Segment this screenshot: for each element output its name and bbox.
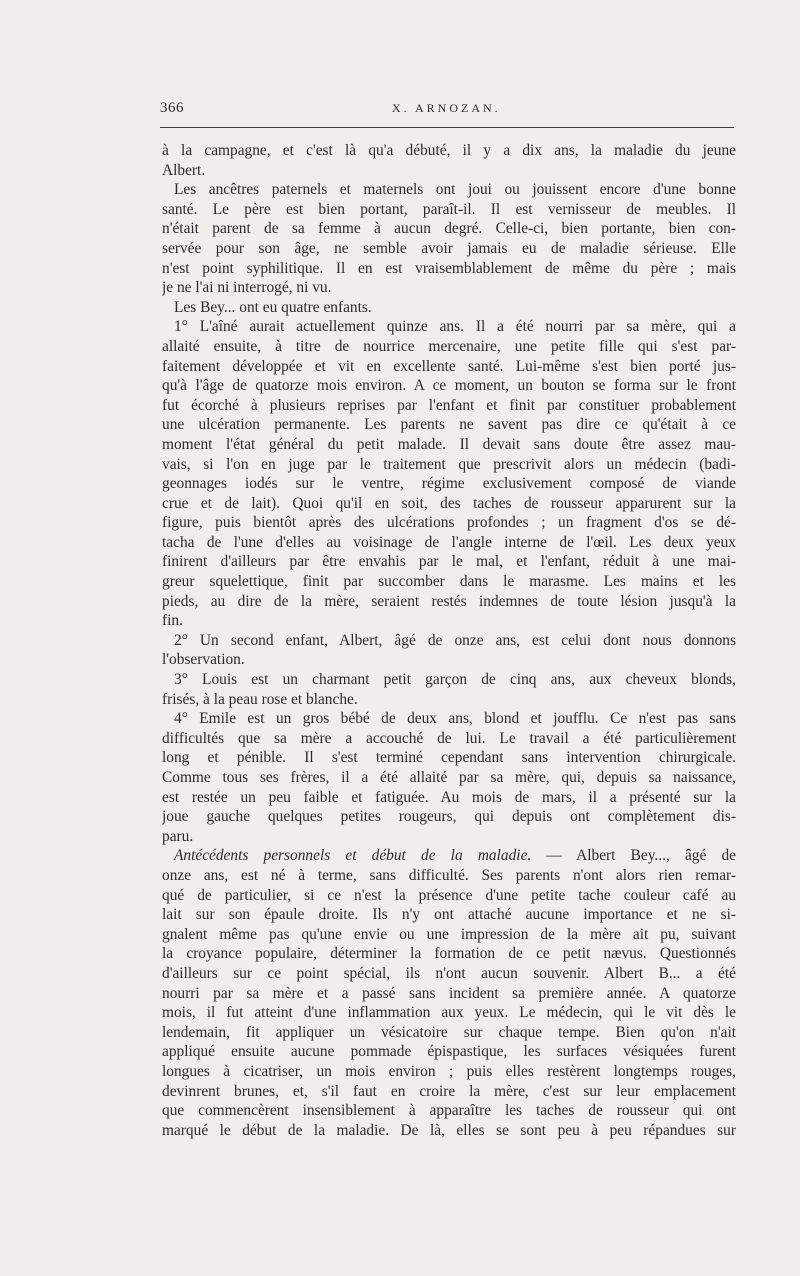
line-text: lait sur son épaule droite. Ils n'y ont attaché aucune importance et ne si- [162,906,736,924]
text-line [162,415,736,435]
text-line [162,846,736,866]
text-line [162,357,736,377]
line-text: geonnages iodés sur le ventre, régime exclusivement composé de viande [162,475,736,493]
line-text: n'est point syphilitique. Il en est vraisemblablement de même du père ; mais [162,259,736,277]
line-text: l'observation. [162,651,245,669]
text-line [162,435,736,455]
text-line [162,964,736,984]
text-line [162,1003,736,1023]
line-text: Les Bey... ont eu quatre enfants. [174,298,372,316]
text-line [162,748,736,768]
line-text: 4° Emile est un gros bébé de deux ans, blond et joufflu. Ce n'est pas sans [174,710,736,728]
text-line [162,905,736,925]
line-text: d'ailleurs sur ce point spécial, ils n'ont aucun souvenir. Albert B... a été [162,964,736,982]
text-line [162,944,736,964]
line-text: allaité ensuite, à titre de nourrice mercenaire, une petite fille qui s'est par- [162,337,736,355]
text-line [162,455,736,475]
line-text: pieds, au dire de la mère, seraient restés indemnes de toute lésion jusqu'à la [162,592,736,610]
line-text: long et pénible. Il s'est terminé cependant sans intervention chirurgicale. [162,749,736,767]
running-head: X. ARNOZAN. [392,101,501,115]
text-line [162,533,736,553]
line-text: fin. [162,612,183,630]
line-text: vais, si l'on en juge par le traitement que prescrivit alors un médecin (badi- [162,455,736,473]
text-line [162,984,736,1004]
line-text: Albert. [162,161,206,179]
text-line [162,1121,736,1141]
line-text: longues à cicatriser, un mois environ ; puis elles restèrent longtemps rouges, [162,1062,736,1080]
text-line [162,788,736,808]
line-text: devinrent brunes, et, s'il faut en croire la mère, c'est sur leur emplacement [162,1082,736,1100]
text-line [162,807,736,827]
text-line [162,709,736,729]
line-text: difficultés que sa mère a accouché de lui. Le travail a été particulièrement [162,729,736,747]
text-line [162,239,736,259]
line-text: n'était parent de sa femme à aucun degré. Celle-ci, bien portante, bien con- [162,220,736,238]
text-line [162,670,736,690]
line-text: fut écorché à plusieurs reprises par l'enfant et finit par constituer probablement [162,396,736,414]
line-text: 1° L'aîné aurait actuellement quinze ans. Il a été nourri par sa mère, qui a [174,318,736,336]
line-text: à la campagne, et c'est là qu'a débuté, il y a dix ans, la maladie du jeune [162,142,736,159]
line-text: Les ancêtres paternels et maternels ont joui ou jouissent encore d'une bonne [174,181,736,199]
text-line [162,611,736,631]
text-line [162,886,736,906]
text-line [162,650,736,670]
section-heading: Antécédents personnels et début de la maladie. [174,847,532,865]
line-text: moment l'état général du petit malade. Il devait sans doute être assez mau- [162,435,736,453]
text-line [162,278,736,298]
text-line [162,396,736,416]
page-header [160,100,734,122]
page-number: 366 [160,100,184,116]
line-text: frisés, à la peau rose et blanche. [162,690,358,708]
text-line [162,552,736,572]
text-line [162,572,736,592]
line-text: appliqué ensuite aucune pommade épispastique, les surfaces vésiquées furent [162,1043,736,1061]
line-text: paru. [162,827,194,845]
text-line [162,768,736,788]
text-line [162,1023,736,1043]
line-text: je ne l'ai ni interrogé, ni vu. [162,279,332,297]
line-text: figure, puis bientôt après des ulcérations profondes ; un fragment d'os se dé- [162,514,736,532]
text-line [162,298,736,318]
line-text: santé. Le père est bien portant, paraît-il. Il est vernisseur de meubles. Il [162,200,736,218]
line-text: crue et de lait). Quoi qu'il en soit, des taches de rousseur apparurent sur la [162,494,736,512]
line-text: tacha de l'une d'elles au voisinage de l'angle interne de l'œil. Les deux yeux [162,533,736,551]
line-text: nourri par sa mère et a passé sans incident sa première année. A quatorze [162,984,736,1002]
text-line [162,925,736,945]
line-text: lendemain, fit appliquer un vésicatoire sur chaque tempe. Bien qu'on n'ait [162,1023,736,1041]
text-line [162,690,736,710]
line-text: joue gauche quelques petites rougeurs, qui depuis ont complètement dis- [162,808,736,826]
text-line [162,219,736,239]
text-line [162,866,736,886]
line-text: qué de particulier, si ce n'est la présence d'une petite tache couleur café au [162,886,736,904]
line-text: que commencèrent insensiblement à apparaître les taches de rousseur qui ont [162,1102,736,1120]
line-text: mois, il fut atteint d'une inflammation aux yeux. Le médecin, qui le vit dès le [162,1004,736,1022]
text-line [162,1101,736,1121]
line-text: 3° Louis est un charmant petit garçon de cinq ans, aux cheveux blonds, [174,671,736,689]
text-line [162,180,736,200]
text-line [162,259,736,279]
text-line [162,729,736,749]
line-text: faitement développée et vit en excellente santé. Lui-même s'est bien porté jus- [162,357,736,375]
line-text: qu'à l'âge de quatorze mois environ. A ce moment, un bouton se forma sur le front [162,377,736,395]
line-text: Comme tous ses frères, il a été allaité par sa mère, qui, depuis sa naissance, [162,769,736,786]
body-text [162,141,736,1140]
text-line [162,337,736,357]
text-line [162,161,736,181]
text-line [162,474,736,494]
line-text: onze ans, est né à terme, sans difficulté. Ses parents n'ont alors rien remar- [162,866,736,884]
line-text: servée pour son âge, ne semble avoir jamais eu de maladie sérieuse. Elle [162,239,736,257]
text-line [162,592,736,612]
text-line [162,631,736,651]
text-line [162,376,736,396]
line-text: 2° Un second enfant, Albert, âgé de onze ans, est celui dont nous donnons [174,631,736,649]
text-line [162,317,736,337]
line-text: la croyance populaire, déterminer la formation de ce petit nævus. Questionnés [162,945,736,963]
text-line [162,200,736,220]
text-line [162,827,736,847]
header-rule [160,127,734,128]
line-text: finirent d'ailleurs par être envahis par le mal, et l'enfant, réduit à une mai- [162,553,736,571]
line-text: greur squelettique, finit par succomber dans le marasme. Les mains et les [162,573,736,591]
text-line [162,1082,736,1102]
text-line [162,1062,736,1082]
text-line [162,141,736,161]
line-text: une ulcération permanente. Les parents ne savent pas dire ce qu'était à ce [162,416,736,434]
line-text: marqué le début de la maladie. De là, elles se sont peu à peu répandues sur [162,1121,736,1139]
line-text: est restée un peu faible et fatiguée. Au mois de mars, il a présenté sur la [162,788,736,806]
text-line [162,513,736,533]
line-text: gnalent même pas qu'une envie ou une impression de la mère ait pu, suivant [162,925,736,943]
line-text: — Albert Bey..., âgé de [531,847,736,865]
text-line [162,1042,736,1062]
text-line [162,494,736,514]
